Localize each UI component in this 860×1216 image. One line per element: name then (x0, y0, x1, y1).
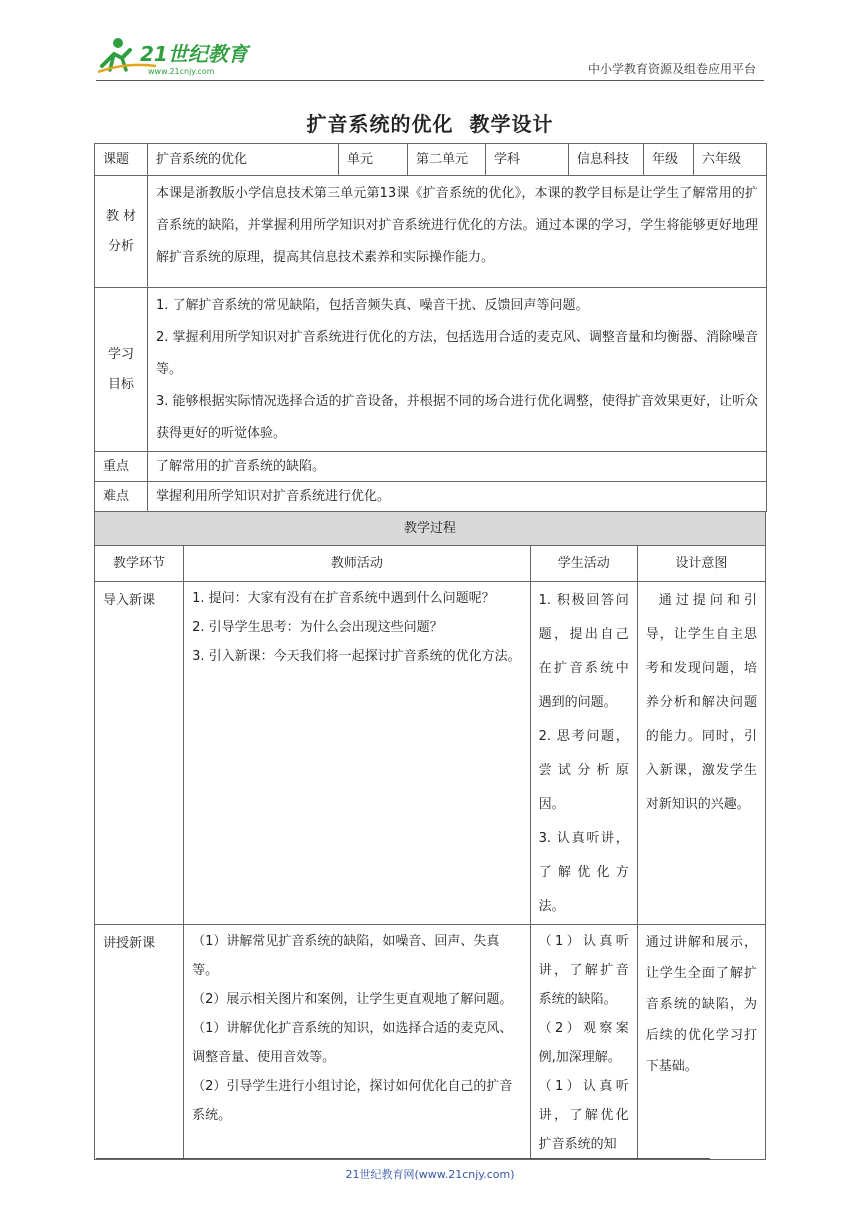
student-activity-cell: 1. 积极回答问题，提出自己在扩音系统中遇到的问题。 2. 思考问题，尝试分析原因。 3. 认真听讲，了解优化方法。 (530, 582, 637, 925)
grade-value: 六年级 (694, 144, 767, 176)
difficulty-text: 掌握利用所学知识对扩音系统进行优化。 (148, 482, 767, 512)
page-title: 扩音系统的优化 教学设计 (306, 112, 554, 136)
course-label: 课题 (95, 144, 148, 176)
design-intent-cell: 通过提问和引导，让学生自主思考和发现问题，培养分析和解决问题的能力。同时，引入新课，激发学生对新知识的兴趣。 (637, 582, 765, 925)
design-intent-cell: 通过讲解和展示，让学生全面了解扩音系统的缺陷，为后续的优化学习打下基础。 (637, 925, 765, 1160)
objective-item: 2. 掌握利用所学知识对扩音系统进行优化的方法，包括选用合适的麦克风、调整音量和均衡器、消除噪音等。 (156, 330, 758, 377)
key-point-text: 了解常用的扩音系统的缺陷。 (148, 452, 767, 482)
table-row (95, 925, 766, 1160)
subject-value: 信息科技 (569, 144, 644, 176)
objective-item: 1. 了解扩音系统的常见缺陷，包括音频失真、噪音干扰、反馈回声等问题。 (156, 298, 589, 313)
header-platform-text: 中小学教育资源及组卷应用平台 (587, 62, 756, 76)
unit-label: 单元 (339, 144, 408, 176)
logo-graphic (96, 36, 266, 78)
analysis-text: 本课是浙教版小学信息技术第三单元第13课《扩音系统的优化》，本课的教学目标是让学生了解常用的扩音系统的缺陷，并掌握利用所学知识对扩音系统进行优化的方法。通过本课的学习，学生将能够更好地理解扩音系统的原理，提高其信息技术素养和实际操作能力。 (148, 176, 767, 288)
table-row (95, 582, 766, 925)
objective-item: 3. 能够根据实际情况选择合适的扩音设备，并根据不同的场合进行优化调整，使得扩音效果更好，让听众获得更好的听觉体验。 (156, 394, 758, 441)
student-activity-cell: （1）认真听讲，了解扩音系统的缺陷。 （2）观察案例,加深理解。 （1）认真听讲，了解优化扩音系统的知 (530, 925, 637, 1160)
header-divider (96, 80, 764, 81)
teacher-activity-cell: （1）讲解常见扩音系统的缺陷，如噪音、回声、失真等。 （2）展示相关图片和案例，让学生更直观地了解问题。 （1）讲解优化扩音系统的知识，如选择合适的麦克风、调整音量、使用音效等。 （2）引导学生进行小组讨论，探讨如何优化自己的扩音系统。 (184, 925, 531, 1160)
header-stage: 教学环节 (95, 546, 184, 582)
header-student: 学生活动 (530, 546, 637, 582)
footer-divider (96, 1158, 710, 1159)
process-table (94, 511, 766, 1160)
subject-label: 学科 (486, 144, 569, 176)
course-value: 扩音系统的优化 (148, 144, 339, 176)
teacher-activity-cell: 1. 提问：大家有没有在扩音系统中遇到什么问题呢？ 2. 引导学生思考：为什么会出现这些问题？ 3. 引入新课：今天我们将一起探讨扩音系统的优化方法。 (184, 582, 531, 925)
header-intent: 设计意图 (637, 546, 765, 582)
difficulty-label: 难点 (95, 482, 148, 512)
logo-text: 21世纪教育 (140, 42, 248, 66)
logo-url: www.21cnjy.com (148, 67, 215, 76)
grade-label: 年级 (644, 144, 694, 176)
stage-cell: 讲授新课 (95, 925, 184, 1160)
objectives-list (148, 288, 767, 452)
stage-cell: 导入新课 (95, 582, 184, 925)
logo (96, 36, 266, 78)
footer-link[interactable]: 21世纪教育网(www.21cnjy.com) (345, 1168, 515, 1181)
unit-value: 第二单元 (408, 144, 486, 176)
key-point-label: 重点 (95, 452, 148, 482)
process-title: 教学过程 (95, 512, 766, 546)
analysis-label: 教 材 分析 (95, 176, 148, 288)
header-teacher: 教师活动 (184, 546, 531, 582)
info-table (94, 143, 767, 512)
objectives-label: 学习 目标 (95, 288, 148, 452)
